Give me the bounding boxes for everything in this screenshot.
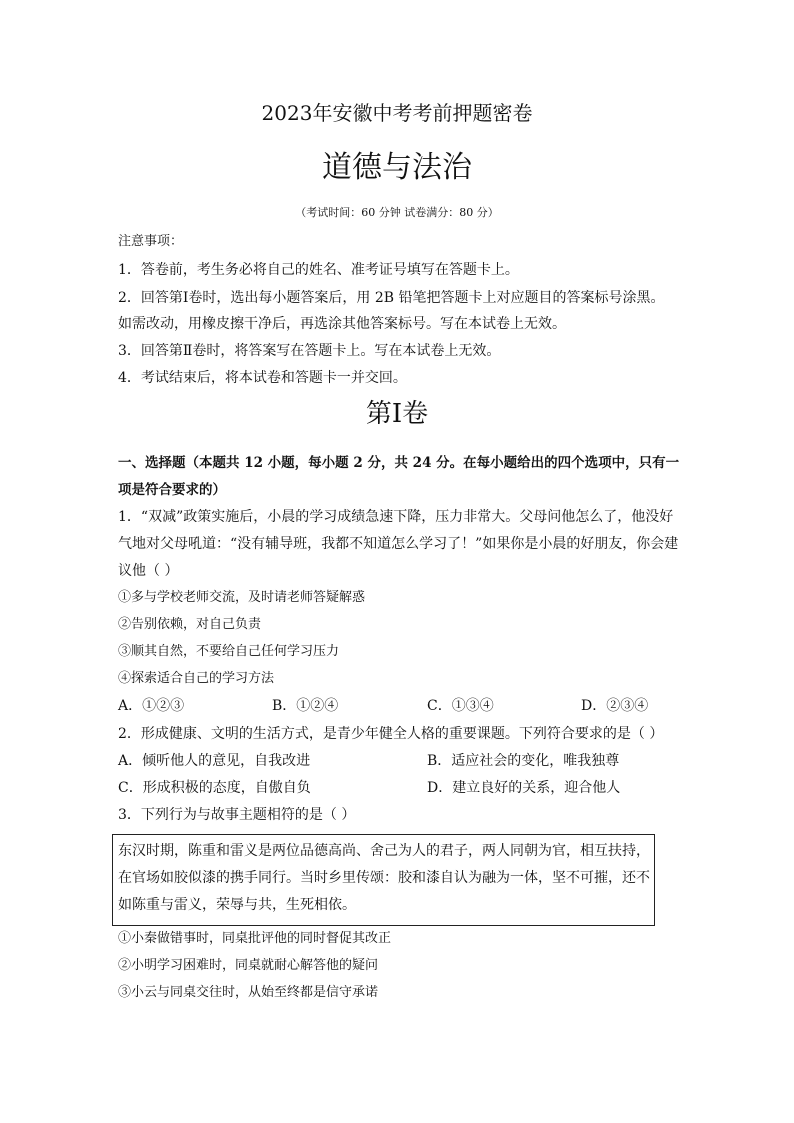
question-1-statement: ①多与学校老师交流，及时请老师答疑解惑 <box>118 590 366 605</box>
question-2-stem: 2．形成健康、文明的生活方式，是青少年健全人格的重要课题。下列符合要求的是（ ） <box>118 726 664 742</box>
note-item: 1．答卷前，考生务必将自己的姓名、准考证号填写在答题卡上。 <box>118 262 519 278</box>
notes-heading: 注意事项： <box>118 234 184 249</box>
question-3-statement: ③小云与同桌交往时，从始至终都是信守承诺 <box>118 985 379 1000</box>
note-item: 4．考试结束后，将本试卷和答题卡一并交回。 <box>118 370 407 386</box>
subject-title: 道德与法治 <box>322 150 472 185</box>
question-2-option-a: A．倾听他人的意见，自我改进 <box>118 753 311 769</box>
question-1-option-a: A．①②③ <box>118 698 185 714</box>
question-3-material-line: 在官场如胶似漆的携手同行。当时乡里传颂：胶和漆自认为融为一体，坚不可摧，还不 <box>118 870 650 886</box>
question-3-statement: ①小秦做错事时，同桌批评他的同时督促其改正 <box>118 931 392 946</box>
question-3-material-line: 东汉时期，陈重和雷义是两位品德高尚、舍己为人的君子，两人同朝为官，相互扶持， <box>118 843 650 859</box>
question-3-stem: 3．下列行为与故事主题相符的是（ ） <box>118 807 356 823</box>
question-1-option-d: D．②③④ <box>581 698 649 714</box>
section-header-cont: 项是符合要求的） <box>118 482 226 498</box>
question-1-stem-cont: 议他（ ） <box>118 563 179 579</box>
document-title: 2023年安徽中考考前押题密卷 <box>261 101 533 125</box>
question-1-statement: ④探索适合自己的学习方法 <box>118 671 275 686</box>
question-2-option-d: D．建立良好的关系，迎合他人 <box>427 780 621 796</box>
question-1-option-b: B．①②④ <box>272 698 339 714</box>
question-1-stem-cont: 气地对父母吼道：“没有辅导班，我都不知道怎么学习了！”如果你是小晨的好朋友，你会建 <box>118 536 679 552</box>
question-3-material-line: 如陈重与雷义，荣辱与共，生死相依。 <box>118 897 356 913</box>
section-header: 一、选择题（本题共 12 小题，每小题 2 分，共 24 分。在每小题给出的四个选项中，只有一 <box>118 455 680 471</box>
question-1-statement: ③顺其自然，不要给自己任何学习压力 <box>118 644 340 659</box>
note-item: 如需改动，用橡皮擦干净后，再选涂其他答案标号。写在本试卷上无效。 <box>118 316 566 332</box>
question-2-option-b: B．适应社会的变化，唯我独尊 <box>427 753 620 769</box>
question-1-stem: 1．“双减”政策实施后，小晨的学习成绩急速下降，压力非常大。父母问他怎么了，他没好 <box>118 509 674 525</box>
question-2-option-c: C．形成积极的态度，自傲自负 <box>118 780 311 796</box>
note-item: 3．回答第Ⅱ卷时，将答案写在答题卡上。写在本试卷上无效。 <box>118 343 501 359</box>
note-item: 2．回答第Ⅰ卷时，选出每小题答案后，用 2B 铅笔把答题卡上对应题目的答案标号涂黑。 <box>118 290 665 306</box>
exam-info: （考试时间：60 分钟 试卷满分：80 分） <box>295 206 499 219</box>
question-3-statement: ②小明学习困难时，同桌就耐心解答他的疑问 <box>118 958 379 973</box>
question-1-option-c: C．①③④ <box>427 698 494 714</box>
part-title: 第Ⅰ卷 <box>365 399 429 429</box>
question-1-statement: ②告别依赖，对自己负责 <box>118 617 262 632</box>
